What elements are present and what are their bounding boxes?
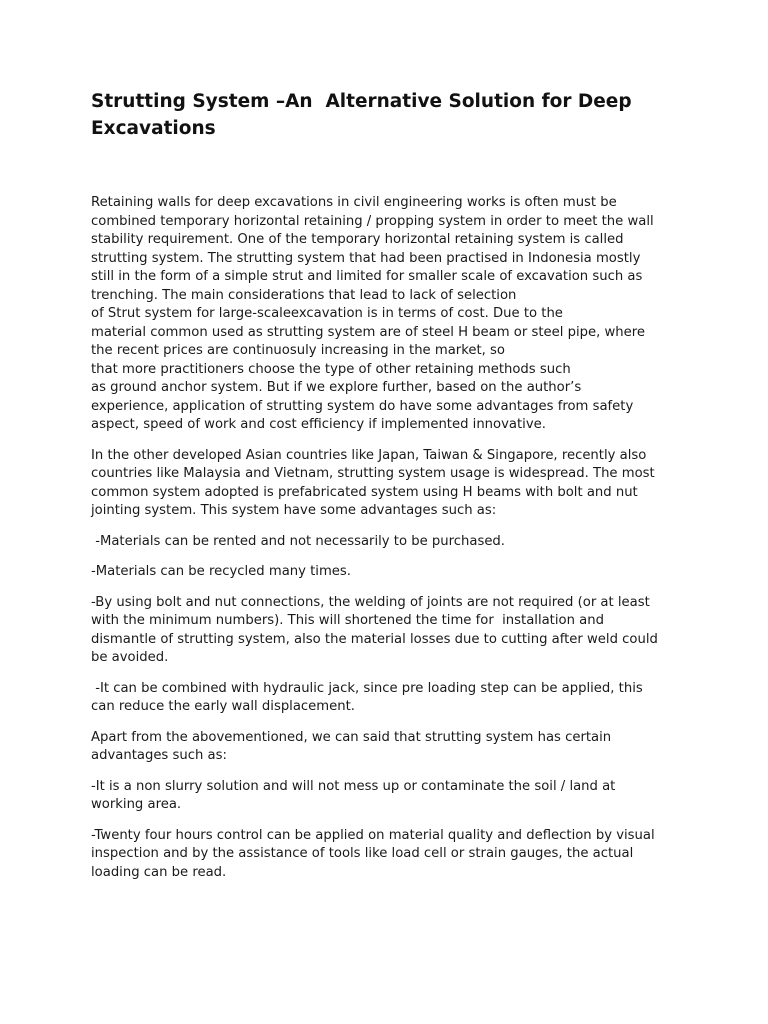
paragraph-line: jointing system. This system have some advantages such as:	[91, 503, 497, 518]
document-page	[91, 88, 691, 894]
paragraph	[91, 778, 691, 815]
paragraph	[91, 194, 691, 435]
paragraph	[91, 533, 691, 552]
paragraph-line: common system adopted is prefabricated system using H beams with bolt and nut	[91, 484, 638, 500]
paragraph-line: as ground anchor system. But if we explore further, based on the author’s	[91, 380, 582, 395]
paragraph-line: that more practitioners choose the type of other retaining methods such	[91, 361, 571, 377]
document-title	[91, 88, 691, 142]
paragraph-line: -Materials can be recycled many times.	[91, 564, 351, 579]
paragraph-line: still in the form of a simple strut and limited for smaller scale of excavation such as	[91, 269, 643, 284]
paragraph	[91, 827, 691, 883]
paragraph-line: inspection and by the assistance of tools like load cell or strain gauges, the actual	[91, 846, 634, 861]
paragraph-line: experience, application of strutting system do have some advantages from safety	[91, 398, 634, 414]
paragraph	[91, 447, 691, 521]
paragraph-line: trenching. The main considerations that lead to lack of selection	[91, 287, 517, 303]
paragraph-line: material common used as strutting system are of steel H beam or steel pipe, where	[91, 324, 645, 340]
paragraph-line: dismantle of strutting system, also the material losses due to cutting after weld could	[91, 631, 658, 647]
paragraph-line: Apart from the abovementioned, we can said that strutting system has certain	[91, 729, 612, 745]
paragraph-line: advantages such as:	[91, 748, 227, 763]
title-line: Excavations	[91, 118, 216, 139]
paragraph-line: strutting system. The strutting system that had been practised in Indonesia mostly	[91, 250, 641, 266]
paragraph-line: -Twenty four hours control can be applied on material quality and deflection by visual	[91, 827, 655, 843]
paragraph-line: aspect, speed of work and cost efficiency if implemented innovative.	[91, 417, 546, 432]
paragraph-line: working area.	[91, 797, 182, 812]
paragraph-line: -It is a non slurry solution and will not mess up or contaminate the soil / land at	[91, 778, 616, 794]
document-body	[91, 194, 691, 882]
paragraph-line: In the other developed Asian countries like Japan, Taiwan & Singapore, recently also	[91, 447, 647, 463]
paragraph	[91, 680, 691, 717]
paragraph-line: be avoided.	[91, 650, 169, 665]
paragraph-line: the recent prices are continuosuly increasing in the market, so	[91, 343, 505, 358]
paragraph-line: countries like Malaysia and Vietnam, strutting system usage is widespread. The most	[91, 466, 655, 481]
paragraph-line: -It can be combined with hydraulic jack, since pre loading step can be applied, this	[91, 680, 643, 696]
title-line: Strutting System –An Alternative Solution for Deep	[91, 91, 632, 112]
paragraph-line: -By using bolt and nut connections, the welding of joints are not required (or at least	[91, 594, 650, 610]
paragraph-line: -Materials can be rented and not necessarily to be purchased.	[91, 533, 505, 549]
paragraph-line: loading can be read.	[91, 864, 227, 880]
paragraph-line: can reduce the early wall displacement.	[91, 699, 355, 714]
paragraph-line: Retaining walls for deep excavations in civil engineering works is often must be	[91, 195, 617, 210]
paragraph-line: stability requirement. One of the temporary horizontal retaining system is called	[91, 232, 624, 247]
paragraph	[91, 729, 691, 766]
paragraph-line: with the minimum numbers). This will shortened the time for installation and	[91, 613, 604, 628]
paragraph-line: of Strut system for large-scaleexcavation is in terms of cost. Due to the	[91, 306, 563, 321]
paragraph-line: combined temporary horizontal retaining / propping system in order to meet the wall	[91, 213, 654, 229]
paragraph	[91, 594, 691, 668]
paragraph	[91, 563, 691, 582]
